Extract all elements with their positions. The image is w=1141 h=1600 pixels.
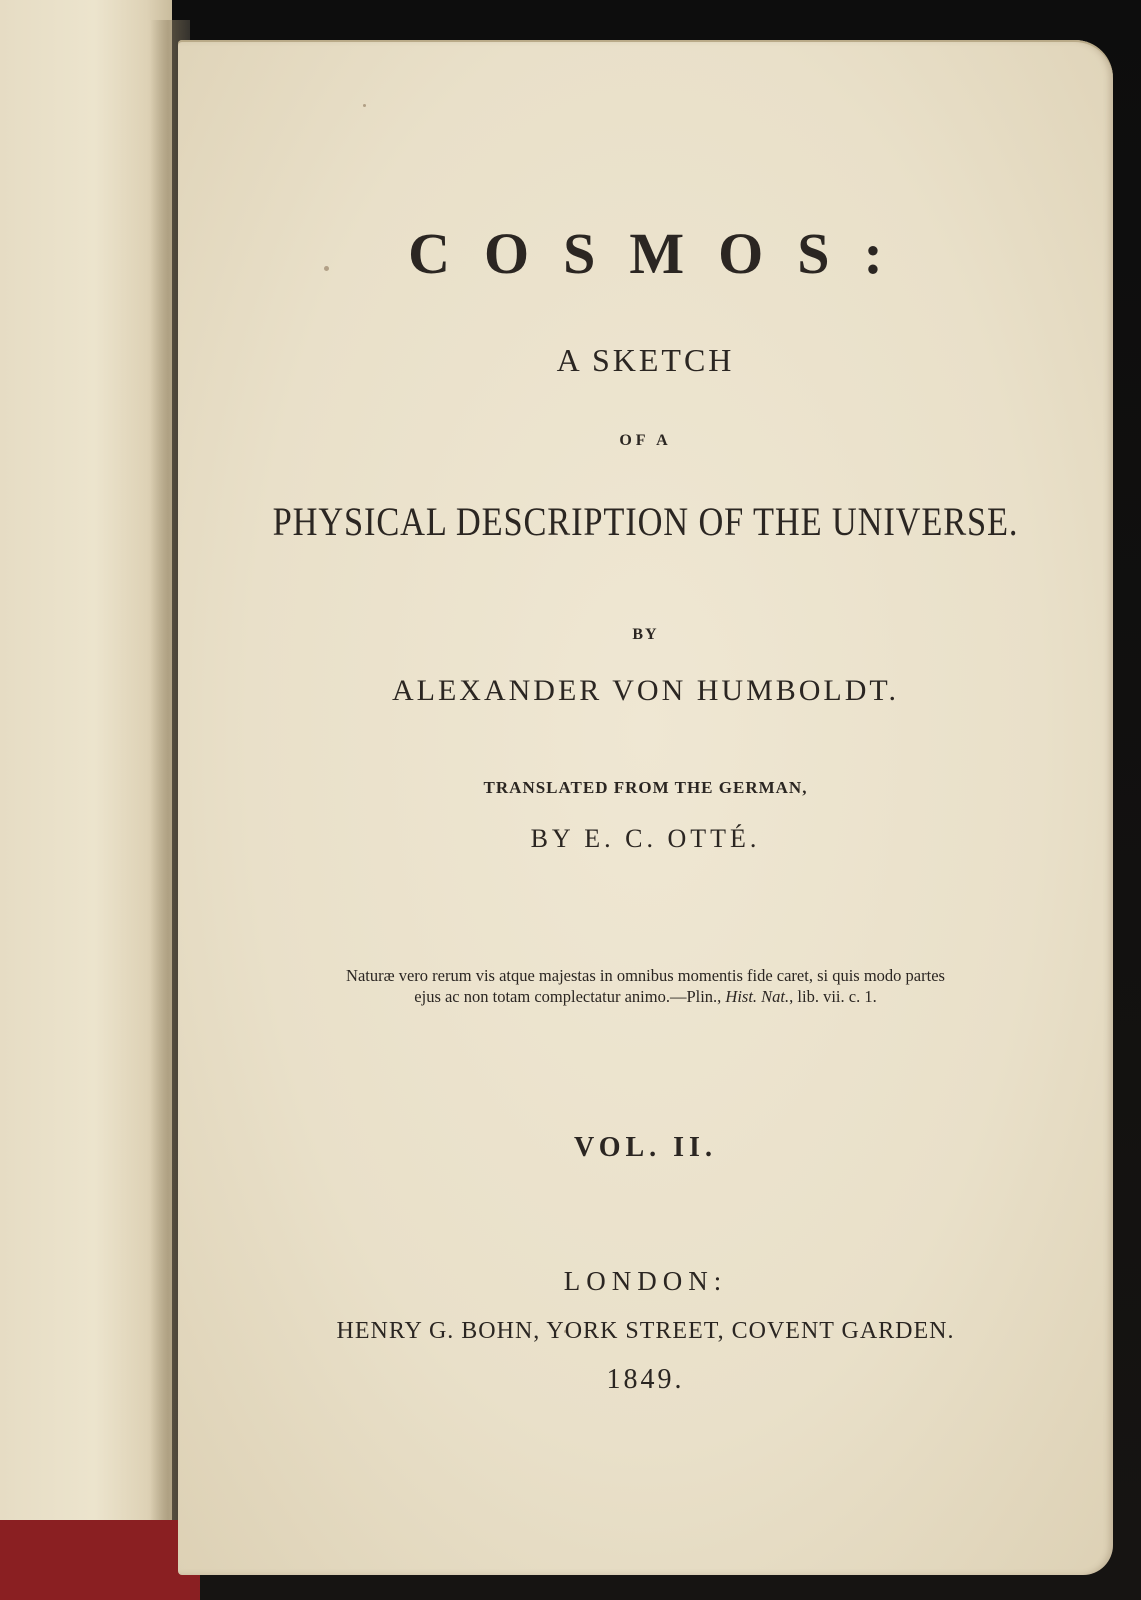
translator-name: BY E. C. OTTÉ. <box>530 824 761 853</box>
publication-city: LONDON: <box>563 1266 728 1296</box>
book-title: COSMOS: <box>408 221 917 286</box>
publisher: HENRY G. BOHN, YORK STREET, COVENT GARDEN. <box>336 1318 955 1344</box>
epigraph <box>178 965 1113 1007</box>
volume-number: VOL. II. <box>574 1132 717 1163</box>
epigraph-line-2 <box>178 986 1113 1007</box>
subtitle-line-2: OF A <box>619 432 672 449</box>
subtitle-line-3: PHYSICAL DESCRIPTION OF THE UNIVERSE. <box>272 499 1019 544</box>
facing-page <box>0 0 172 1580</box>
subtitle-line-1: A SKETCH <box>556 342 735 378</box>
foxing-spot <box>363 104 366 107</box>
by-label: BY <box>632 626 659 643</box>
translation-note: TRANSLATED FROM THE GERMAN, <box>483 778 808 797</box>
publication-year: 1849. <box>606 1364 685 1395</box>
epigraph-text: ejus ac non totam complectatur animo.—Plin., <box>414 987 726 1006</box>
title-page <box>178 40 1113 1575</box>
epigraph-line-1: Naturæ vero rerum vis atque majestas in omnibus momentis fide caret, si quis modo partes <box>346 966 945 985</box>
author-name: ALEXANDER VON HUMBOLDT. <box>391 674 900 707</box>
epigraph-source-ref: , lib. vii. c. 1. <box>789 987 877 1006</box>
epigraph-source-title: Hist. Nat. <box>725 987 790 1006</box>
cover-cloth-edge <box>0 1520 200 1600</box>
